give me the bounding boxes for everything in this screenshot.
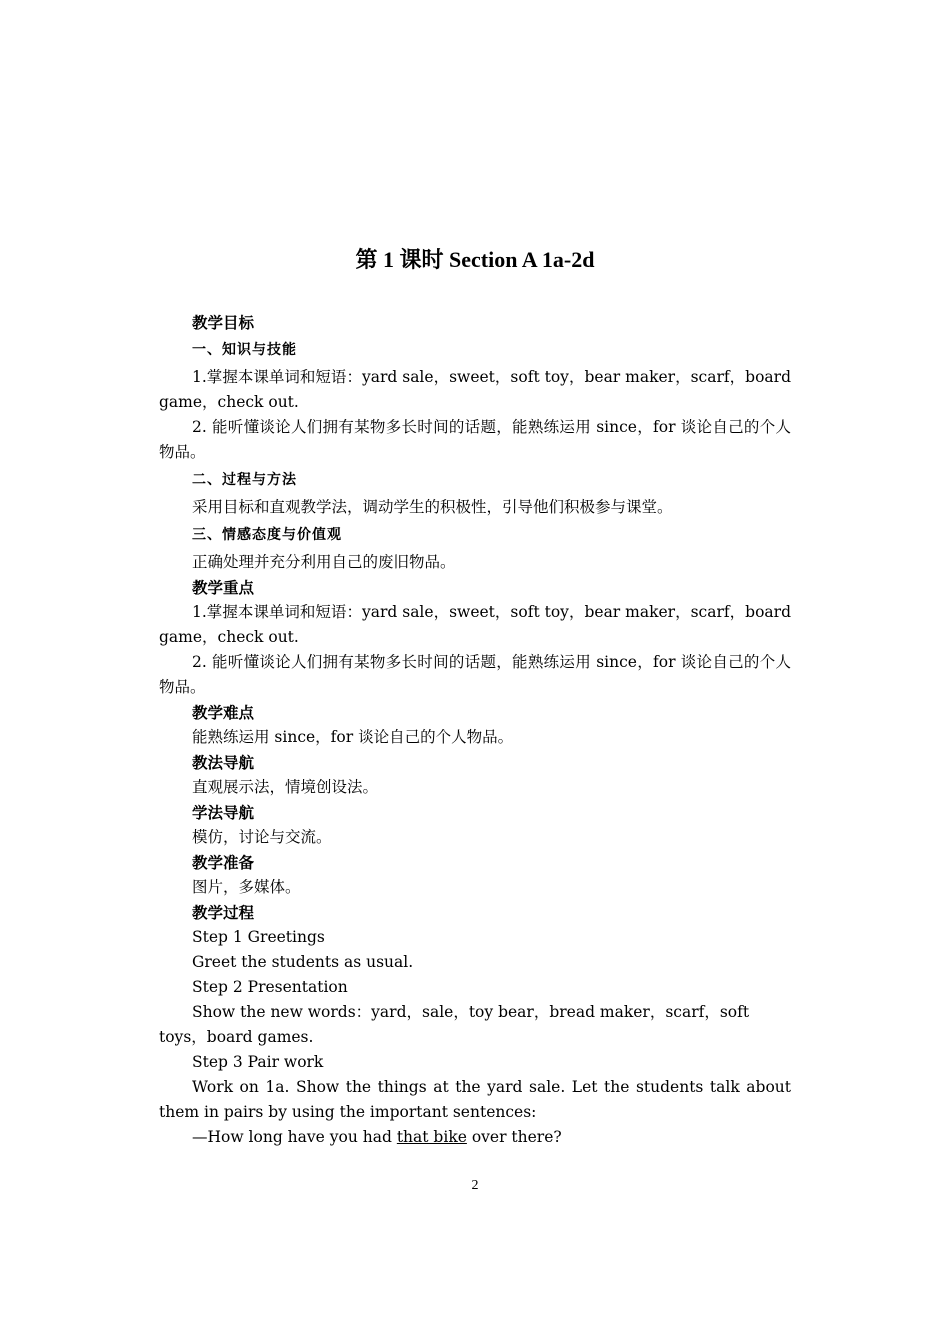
- learning-method-heading: 学法导航: [192, 803, 255, 822]
- goals-process-heading: 二、过程与方法: [192, 472, 297, 488]
- difficulties-text: 能熟练运用 since，for 谈论自己的个人物品。: [192, 728, 514, 746]
- goals-knowledge-heading: 一、知识与技能: [192, 342, 297, 358]
- goals-knowledge-item-1: 1.掌握本课单词和短语：yard sale，sweet，soft toy，bear maker，scarf，board game，check out.: [159, 368, 791, 411]
- goals-heading: 教学目标: [192, 313, 255, 332]
- teaching-method-heading: 教法导航: [192, 753, 255, 772]
- process-step-3: Step 3 Pair work: [192, 1053, 324, 1071]
- lesson-title: 第 1 课时 Section A 1a-2d: [355, 247, 595, 272]
- teaching-method-text: 直观展示法，情境创设法。: [192, 778, 379, 796]
- goals-process-text: 采用目标和直观教学法，调动学生的积极性，引导他们积极参与课堂。: [192, 498, 673, 516]
- preparation-text: 图片，多媒体。: [192, 878, 301, 896]
- goals-attitude-heading: 三、情感态度与价值观: [192, 527, 342, 543]
- process-step-1-text: Greet the students as usual.: [192, 953, 414, 971]
- key-points-item-1: 1.掌握本课单词和短语：yard sale，sweet，soft toy，bear maker，scarf，board game，check out.: [159, 603, 791, 646]
- learning-method-text: 模仿，讨论与交流。: [192, 828, 332, 846]
- lesson-content: [159, 310, 791, 1150]
- key-points-heading: 教学重点: [192, 578, 255, 597]
- dialog-underlined: that bike: [396, 1128, 467, 1146]
- goals-attitude-text: 正确处理并充分利用自己的废旧物品。: [192, 553, 456, 571]
- key-points-item-2: 2. 能听懂谈论人们拥有某物多长时间的话题，能熟练运用 since，for 谈论自己的个人物品。: [159, 653, 791, 696]
- goals-knowledge-item-2: 2. 能听懂谈论人们拥有某物多长时间的话题，能熟练运用 since，for 谈论自己的个人物品。: [159, 418, 791, 461]
- difficulties-heading: 教学难点: [192, 703, 255, 722]
- dialog-post: over there?: [466, 1128, 562, 1146]
- process-heading: 教学过程: [192, 903, 255, 922]
- dialog-line: [159, 1125, 791, 1150]
- process-step-2: Step 2 Presentation: [192, 978, 348, 996]
- process-step-1: Step 1 Greetings: [192, 928, 325, 946]
- process-step-2-text: Show the new words：yard，sale，toy bear，bread maker，scarf，soft toys，board games.: [159, 1003, 750, 1046]
- page-number: 2: [471, 1178, 479, 1193]
- dialog-pre: —How long have you had: [192, 1128, 397, 1146]
- preparation-heading: 教学准备: [192, 853, 255, 872]
- process-step-3-text: Work on 1a. Show the things at the yard sale. Let the students talk about them in pairs by using the important sentences:: [159, 1078, 791, 1121]
